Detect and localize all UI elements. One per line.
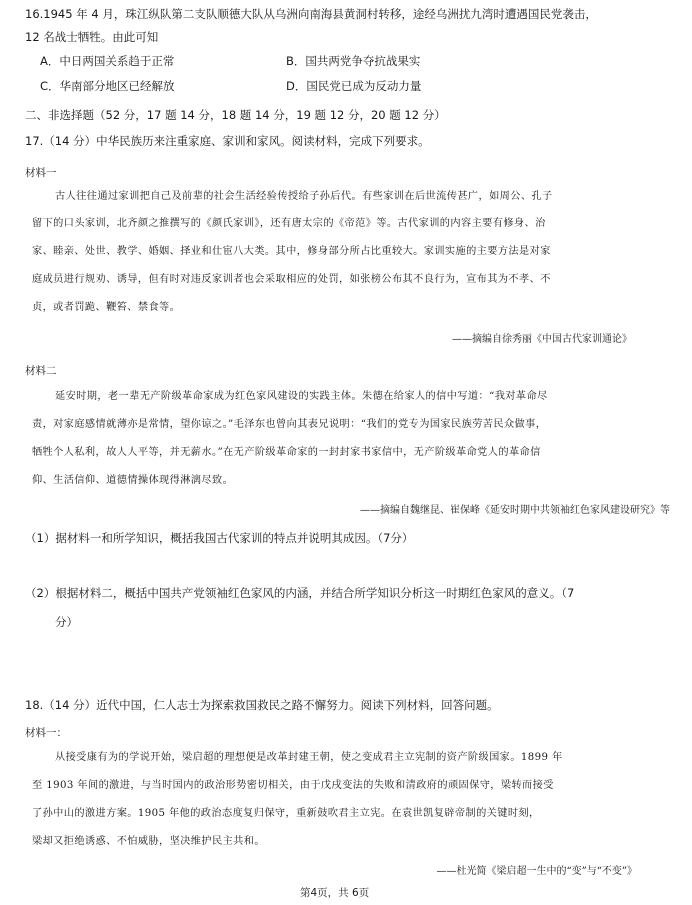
q16-stem-line2: 12 名战士牺牲。由此可知: [25, 30, 159, 44]
q17-sub-question-2: （2）根据材料二，概括中国共产党领袖红色家风的内涵，并结合所学知识分析这一时期红色家风的意义。（7: [25, 586, 575, 600]
text-line: 家、睦亲、处世、教学、婚姻、择业和仕宦八大类。其中，修身部分所占比重较大。家训实施的主要方法是对家: [32, 246, 551, 257]
text-line: 贞，或者罚跪、鞭笞、禁食等。: [32, 302, 181, 313]
q16-option-d: D．国民党已成为反动力量: [286, 79, 422, 93]
q18-material1-label: 材料一：: [25, 727, 67, 739]
q17-stem: 17.（14 分）中华民族历来注重家庭、家训和家风。阅读材料，完成下列要求。: [25, 134, 430, 148]
q16-stem-line1: 16.1945 年 4 月，珠江纵队第二支队顺德大队从乌洲向南海县黄洞村转移，途经乌洲扰九湾时遭遇国民党袭击，: [25, 7, 597, 21]
text-line: 留下的口头家训，北齐颜之推撰写的《颜氏家训》，还有唐太宗的《帝范》等。古代家训的内容主要有修身、治: [32, 218, 546, 229]
q17-material1-source: ——摘编自徐秀丽《中国古代家训通论》: [452, 334, 632, 345]
q17-sub-question-1: （1）据材料一和所学知识，概括我国古代家训的特点并说明其成因。（7分）: [25, 531, 414, 545]
text-line: 牺牲个人私利，故人人平等，并无薪水。”在无产阶级革命家的一封封家书家信中，无产阶级革命党人的革命信: [32, 447, 541, 458]
q16-option-a: A．中日两国关系趋于正常: [40, 54, 175, 68]
text-line: 从接受康有为的学说开始，梁启超的理想便是改革封建王朝，使之变成君主立宪制的资产阶级国家。1899 年: [55, 752, 563, 763]
q18-stem: 18.（14 分）近代中国，仁人志士为探索救国救民之路不懈努力。阅读下列材料，回答问题。: [25, 698, 499, 712]
q17-material2-source: ——摘编自魏继昆、崔保峰《延安时期中共领袖红色家风建设研究》等: [360, 505, 670, 516]
text-line: 庭成员进行规劝、诱导，但有时对违反家训者也会采取相应的处罚，如张榜公布其不良行为，宣布其为不孝、不: [32, 274, 551, 285]
q16-option-c: C．华南部分地区已经解放: [40, 79, 175, 93]
q17-sub-question-2-cont: 分）: [55, 615, 78, 629]
text-line: 了孙中山的激进方案。1905 年他的政治态度复归保守，重新鼓吹君主立宪。在袁世凯复辟帝制的关键时刻，: [32, 808, 540, 819]
section2-title: 二、非选择题（52 分，17 题 14 分，18 题 14 分，19 题 12 分，20 题 12 分）: [25, 108, 446, 122]
text-line: 梁却又拒绝诱惑、不怕威胁，坚决维护民主共和。: [32, 836, 265, 847]
text-line: 仰、生活信仰、道德情操体现得淋漓尽致。: [32, 475, 234, 486]
q17-material2-label: 材料二: [25, 365, 57, 377]
text-line: 延安时期，老一辈无产阶级革命家成为红色家风建设的实践主体。朱德在给家人的信中写道：“我对革命尽: [55, 391, 548, 402]
q16-option-b: B．国共两党争夺抗战果实: [286, 54, 421, 68]
text-line: 责，对家庭感情就薄亦是常情，望你谅之。”毛泽东也曾向其表兄说明：“我们的党专为国家民族劳苦民众做事，: [32, 419, 547, 430]
page-number: 第4页，共 6页: [300, 887, 370, 899]
q17-material1-label: 材料一: [25, 167, 57, 179]
text-line: 至 1903 年间的激进，与当时国内的政治形势密切相关，由于戊戌变法的失败和清政府的顽固保守，梁转而接受: [32, 780, 554, 791]
text-line: 古人往往通过家训把自己及前辈的社会生活经验传授给子孙后代。有些家训在后世流传甚广，如周公、孔子: [55, 191, 553, 202]
q18-material1-source: ——杜光简《梁启超一生中的“变”与“不变”》: [436, 866, 637, 877]
